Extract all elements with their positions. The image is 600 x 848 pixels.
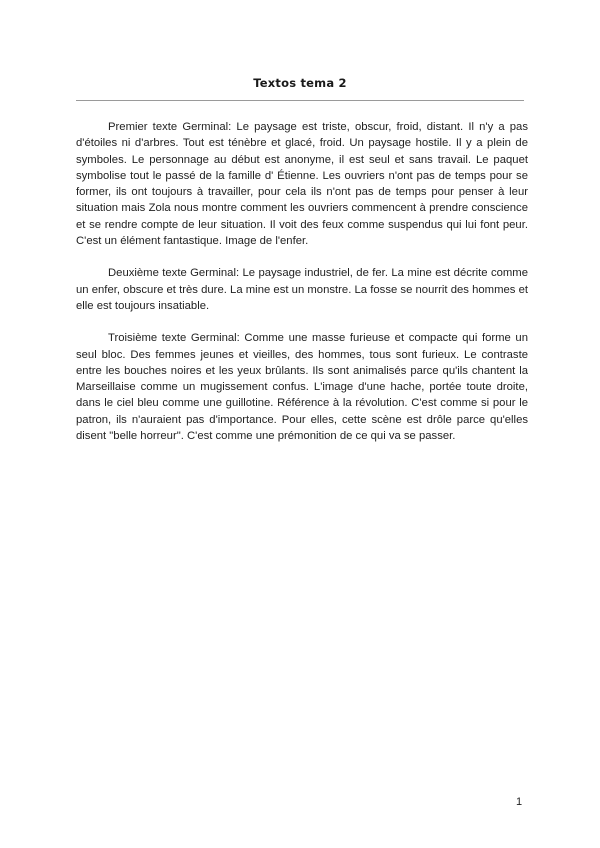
page-title: Textos tema 2: [253, 76, 347, 90]
document-body: [76, 119, 528, 460]
page-number: 1: [516, 796, 523, 808]
paragraph-troisieme-texte: Troisième texte Germinal: Comme une masse furieuse et compacte qui forme un seul bloc. Des femmes jeunes et vieilles, des hommes, tous sont furieux. Le contraste entre les bouches noires et les yeux brûlants. Ils sont animalisés parce qu'ils chantent la Marseillaise comme un mugissement confus. L'image d'une hache, portée toute droite, dans le ciel bleu comme une guillotine. Référence à la révolution. C'est comme si pour le patron, ils n'auraient pas d'importance. Pour elles, cette scène est drôle parce qu'elles disent "belle horreur". C'est comme une prémonition de ce qui va se passer.: [76, 332, 528, 443]
paragraph-premier-texte: Premier texte Germinal: Le paysage est triste, obscur, froid, distant. Il n'y a pas d'étoiles ni d'arbres. Tout est ténèbre et glacé, froid. Un paysage hostile. Il y a plein de symboles. Le personnage au début est anonyme, il est seul et sans travail. Le paquet symbolise tout le passé de la famille d' Étienne. Les ouvriers n'ont pas de temps pour se former, ils ont toujours à travailler, pour cela ils n'ont pas de temps pour penser à leur situation mais Zola nous montre comment les ouvriers commencent à prendre conscience et se rendre compte de leur situation. Il voit des feux comme suspendus qui lui font peur. C'est un élément fantastique. Image de l'enfer.: [76, 121, 528, 248]
paragraph-deuxieme-texte: Deuxième texte Germinal: Le paysage industriel, de fer. La mine est décrite comme un enfer, obscure et très dure. La mine est un monstre. La fosse se nourrit des hommes et elle est toujours insatiable.: [76, 267, 528, 312]
title-divider: [76, 100, 524, 101]
